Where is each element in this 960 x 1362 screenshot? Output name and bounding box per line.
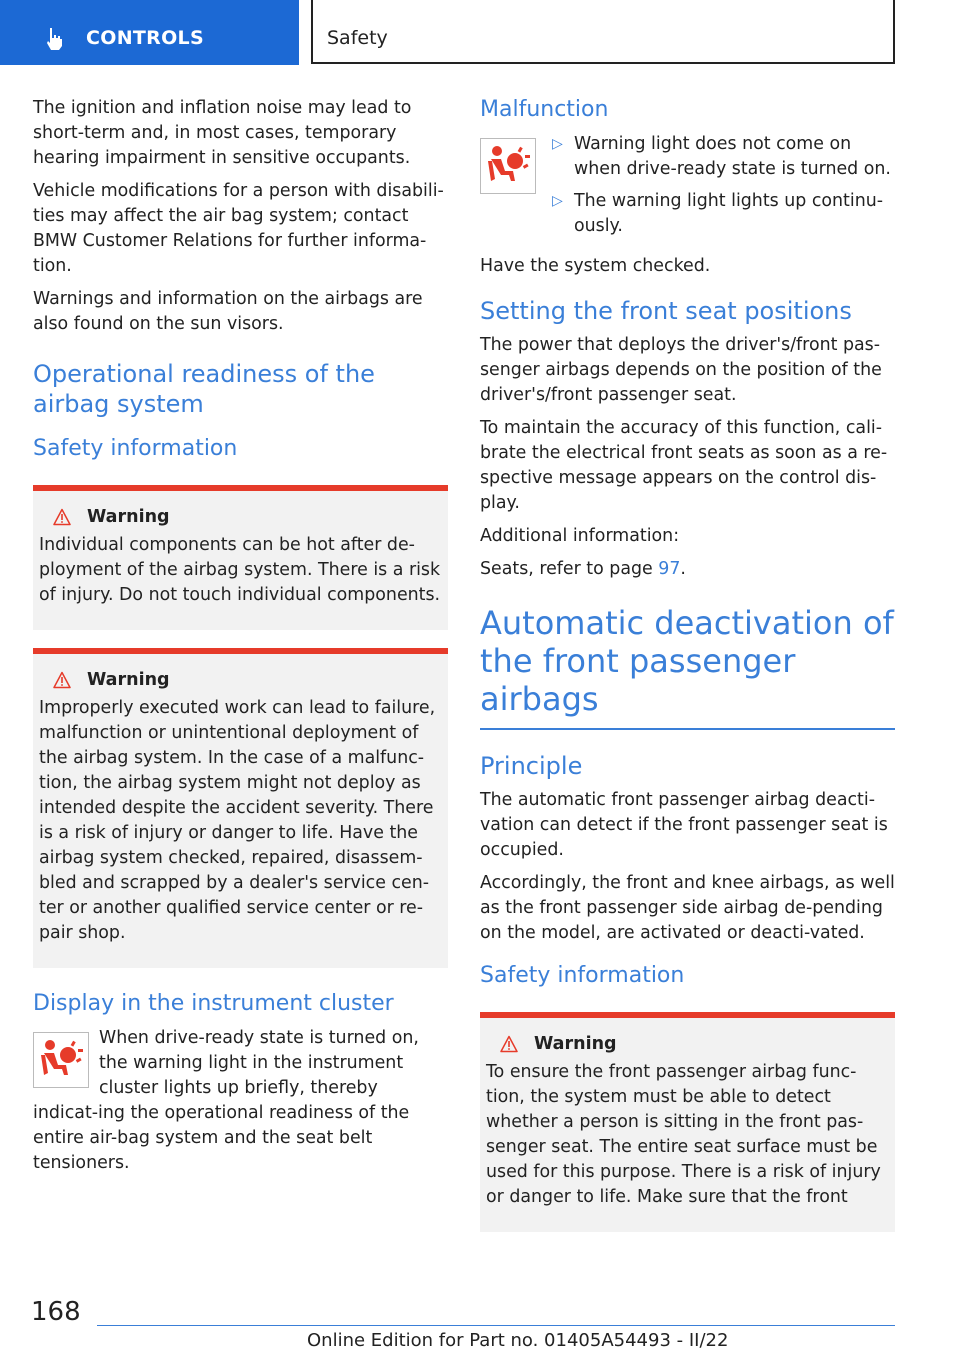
paragraph: Vehicle modifications for a person with disabili-ties may affect the air bag system; contact BMW Customer Relations for further informa-tion. (33, 181, 444, 276)
warning-box (480, 1012, 895, 1232)
heading-front-seat-positions: Setting the front seat positions (480, 297, 852, 325)
section-title: Safety (327, 27, 388, 49)
triangle-bullet-icon: ▷ (552, 136, 563, 152)
paragraph: The power that deploys the driver's/front pas-senger airbags depends on the position of the driver's/front passenger seat. (480, 335, 882, 405)
list-item: ▷ Warning light does not come on when drive-ready state is turned on. (552, 134, 891, 179)
left-column (33, 96, 448, 1184)
warning-triangle-icon (53, 508, 71, 526)
airbag-warning-light-icon (480, 138, 536, 194)
footer-divider (97, 1325, 895, 1326)
paragraph: To maintain the accuracy of this function, cali-brate the electrical front seats as soon as a re-spective message appears on the control dis-play. (480, 418, 888, 513)
warning-triangle-icon (500, 1035, 518, 1053)
warning-text: Individual components can be hot after de-ployment of the airbag system. There is a risk of injury. Do not touch individual components. (39, 535, 441, 605)
heading-malfunction: Malfunction (480, 97, 609, 122)
warning-title: Warning (87, 507, 170, 527)
warning-triangle-icon (53, 671, 71, 689)
section-header (311, 0, 895, 64)
right-column (480, 96, 895, 1242)
list-item: ▷ The warning light lights up continu-ously. (552, 191, 884, 236)
warning-text: To ensure the front passenger airbag func-tion, the system must be able to detect whether a person is sitting in the front pas-senger seat. The entire seat surface must be used for this purpose. There is a risk of injury or danger to life. Make sure that the front (486, 1062, 881, 1207)
warning-title: Warning (534, 1034, 617, 1054)
chapter-tab[interactable] (0, 0, 299, 65)
paragraph: When drive-ready state is turned on, the warning light in the instrument cluster lights up briefly, thereby indicat-ing the operational readiness of the entire air-bag system and the seat belt tensioners. (33, 1028, 419, 1173)
paragraph: Have the system checked. (480, 256, 711, 276)
paragraph: Additional information: (480, 526, 680, 546)
page-number: 168 (31, 1297, 81, 1327)
paragraph: The ignition and inflation noise may lead to short-term and, in most cases, temporary hearing impairment in sensitive occupants. (33, 98, 412, 168)
page-link[interactable]: 97 (658, 559, 681, 579)
heading-display-instrument-cluster: Display in the instrument cluster (33, 991, 394, 1016)
triangle-bullet-icon: ▷ (552, 193, 563, 209)
malfunction-list (552, 132, 895, 246)
airbag-warning-light-icon (33, 1032, 89, 1088)
paragraph: The automatic front passenger airbag deacti-vation can detect if the front passenger seat is occupied. (480, 790, 888, 860)
indicator-row (33, 1026, 448, 1176)
warning-title: Warning (87, 670, 170, 690)
paragraph: Accordingly, the front and knee airbags, as well as the front passenger side airbag de-pending on the model, are activated or deacti-vated. (480, 873, 895, 943)
heading-safety-information: Safety information (480, 963, 685, 988)
edition-footer: Online Edition for Part no. 01405A54493 - II/22 (307, 1330, 729, 1351)
heading-safety-information: Safety information (33, 436, 238, 461)
indicator-row (480, 132, 895, 246)
warning-text: Improperly executed work can lead to failure, malfunction or unintentional deployment of the airbag system. In the case of a malfunc-tion, the airbag system might not deploy as intended despite the accident severity. There is a risk of injury or danger to life. Have the airbag system checked, repaired, disassem-bled and scrapped by a dealer's service cen-ter or another qualified service center or re-pair shop. (39, 698, 436, 943)
hand-pointer-icon (42, 26, 68, 52)
page-reference: Seats, refer to page 97. (480, 559, 686, 579)
heading-principle: Principle (480, 752, 583, 780)
warning-box (33, 648, 448, 968)
heading-operational-readiness: Operational readiness of the airbag system (33, 360, 375, 418)
chapter-tab-label: CONTROLS (86, 27, 204, 49)
paragraph: Warnings and information on the airbags are also found on the sun visors. (33, 289, 423, 334)
heading-automatic-deactivation: Automatic deactivation of the front passenger airbags (480, 604, 895, 730)
warning-box (33, 485, 448, 630)
